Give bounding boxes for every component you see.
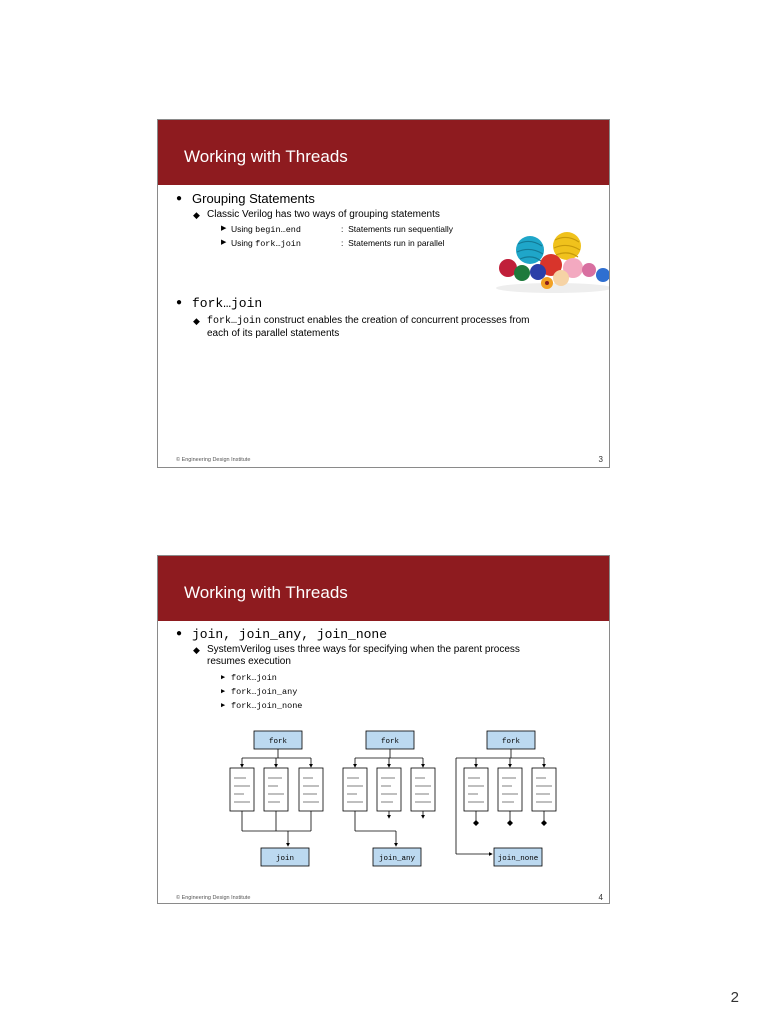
thread-block — [377, 768, 401, 811]
sub-sub-bullet-begin-end: ▶ Using begin…end : Statements run sequentially — [221, 224, 454, 235]
triangle-bullet-icon: ▶ — [221, 239, 227, 246]
end-diamond-icon — [541, 820, 547, 826]
diamond-bullet-icon: ◆ — [193, 316, 200, 326]
bullet-dot-icon: ● — [176, 297, 183, 308]
end-diamond-icon — [507, 820, 513, 826]
join-any-label: join_any — [378, 855, 416, 863]
fork-label: fork — [268, 738, 288, 746]
slide-footer: © Engineering Design Institute — [176, 457, 251, 463]
sub-sub-bullet-fork-join-none: ▶ fork…join_none — [221, 701, 303, 711]
sub-bullet-systemverilog: ◆ SystemVerilog uses three ways for specifying when the parent process resumes execution — [193, 644, 520, 667]
sub-bullet-fork-join-construct: ◆ fork…join construct enables the creation of concurrent processes from each of its parallel statements — [193, 315, 530, 339]
bullet-join-variants: ● join, join_any, join_none — [176, 627, 388, 642]
diagram-group-join-any — [343, 731, 435, 866]
end-diamond-icon — [473, 820, 479, 826]
document-page-number: 2 — [730, 989, 739, 1006]
thread-block — [411, 768, 435, 811]
fork-label: fork — [501, 738, 521, 746]
slide-3 — [157, 119, 610, 468]
fork-join-diagram — [158, 556, 610, 904]
sub-sub-bullet-fork-join-any: ▶ fork…join_any — [221, 687, 298, 697]
join-none-label: join_none — [497, 855, 539, 863]
bullet-fork-join: ● fork…join — [176, 296, 263, 311]
thread-block — [532, 768, 556, 811]
thread-block — [343, 768, 367, 811]
thread-block — [230, 768, 254, 811]
slide-page-number: 4 — [598, 893, 603, 902]
triangle-bullet-icon: ▶ — [221, 688, 226, 696]
thread-block — [464, 768, 488, 811]
fork-label: fork — [380, 738, 400, 746]
sub-bullet-classic-verilog: ◆ Classic Verilog has two ways of grouping statements — [193, 209, 440, 220]
diamond-bullet-icon: ◆ — [193, 645, 200, 655]
sub-sub-bullet-fork-join: ▶ fork…join — [221, 673, 277, 683]
bullet-dot-icon: ● — [176, 193, 183, 204]
slide-footer: © Engineering Design Institute — [176, 895, 251, 901]
diagram-group-join — [230, 731, 323, 866]
slide-page-number: 3 — [598, 455, 603, 464]
triangle-bullet-icon: ▶ — [221, 225, 227, 232]
slide-title: Working with Threads — [184, 583, 348, 602]
diamond-bullet-icon: ◆ — [193, 210, 200, 220]
thread-block — [498, 768, 522, 811]
triangle-bullet-icon: ▶ — [221, 702, 226, 710]
slide-title: Working with Threads — [184, 147, 348, 166]
join-label: join — [275, 855, 295, 863]
slide-title-bar — [158, 120, 609, 185]
slide-4 — [157, 555, 610, 904]
thread-block — [299, 768, 323, 811]
yarn-balls-image — [494, 228, 610, 294]
sub-sub-bullet-fork-join: ▶ Using fork…join : Statements run in parallel — [221, 238, 445, 249]
bullet-dot-icon: ● — [176, 628, 183, 639]
diagram-group-join-none — [456, 731, 556, 866]
thread-block — [264, 768, 288, 811]
triangle-bullet-icon: ▶ — [221, 674, 226, 682]
bullet-grouping-statements: ● Grouping Statements — [176, 191, 315, 206]
